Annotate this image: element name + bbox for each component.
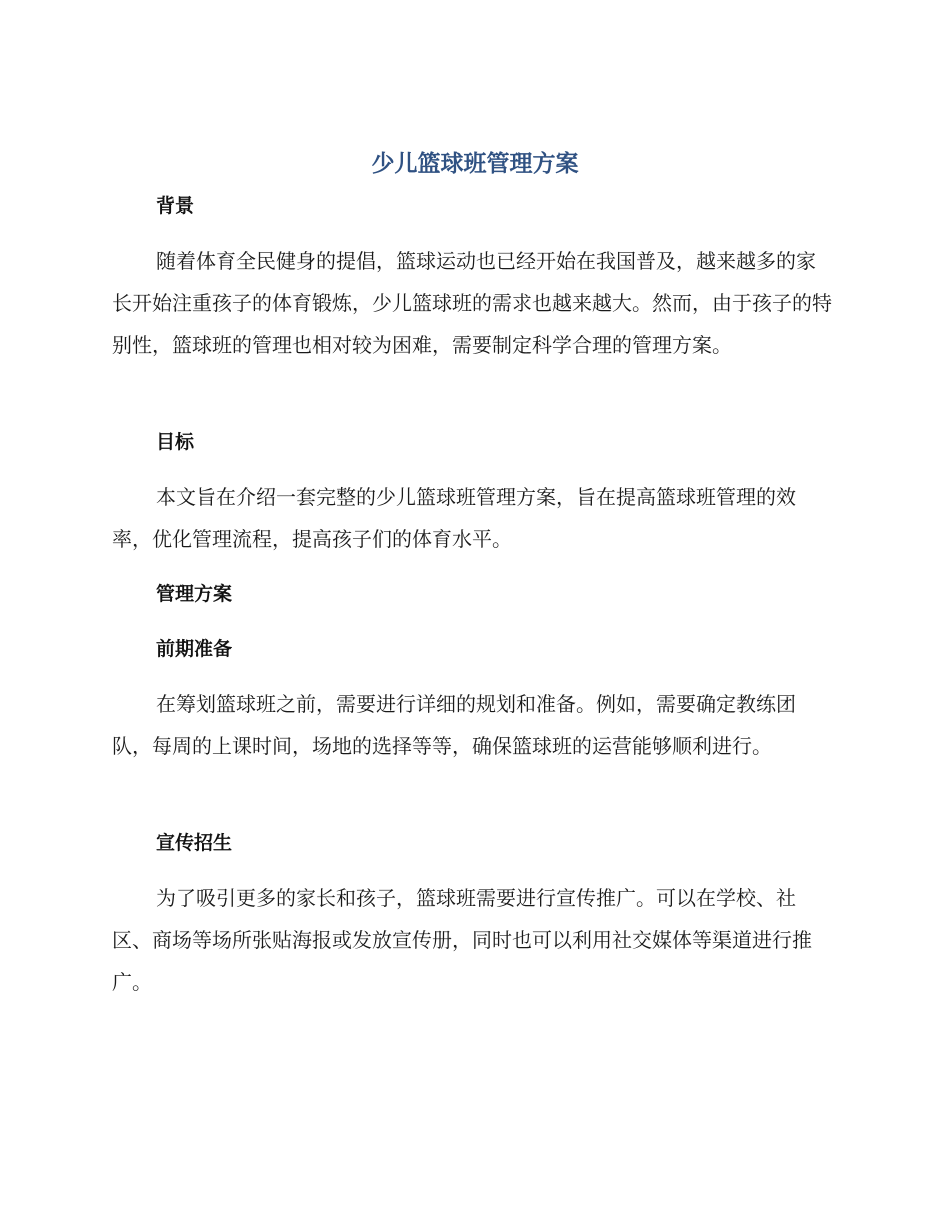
section-heading-preparation: 前期准备 <box>156 638 233 660</box>
section-heading-management-plan: 管理方案 <box>156 583 233 605</box>
section-heading-promotion: 宣传招生 <box>156 832 233 854</box>
section-body-goal: 本文旨在介绍一套完整的少儿篮球班管理方案，旨在提高篮球班管理的效率，优化管理流程，提高孩子们的体育水平。 <box>112 485 796 551</box>
section-heading-background: 背景 <box>156 195 195 217</box>
section-body-promotion: 为了吸引更多的家长和孩子，篮球班需要进行宣传推广。可以在学校、社区、商场等场所张贴海报或发放宣传册，同时也可以利用社交媒体等渠道进行推广。 <box>112 886 812 994</box>
section-body-background: 随着体育全民健身的提倡，篮球运动也已经开始在我国普及，越来越多的家长开始注重孩子的体育锻炼，少儿篮球班的需求也越来越大。然而，由于孩子的特别性，篮球班的管理也相对较为困难，需要制定科学合理的管理方案。 <box>112 249 832 357</box>
section-body-preparation: 在筹划篮球班之前，需要进行详细的规划和准备。例如，需要确定教练团队，每周的上课时间，场地的选择等等，确保篮球班的运营能够顺利进行。 <box>112 692 796 758</box>
section-heading-goal: 目标 <box>156 431 195 453</box>
document-title: 少儿篮球班管理方案 <box>371 151 579 177</box>
